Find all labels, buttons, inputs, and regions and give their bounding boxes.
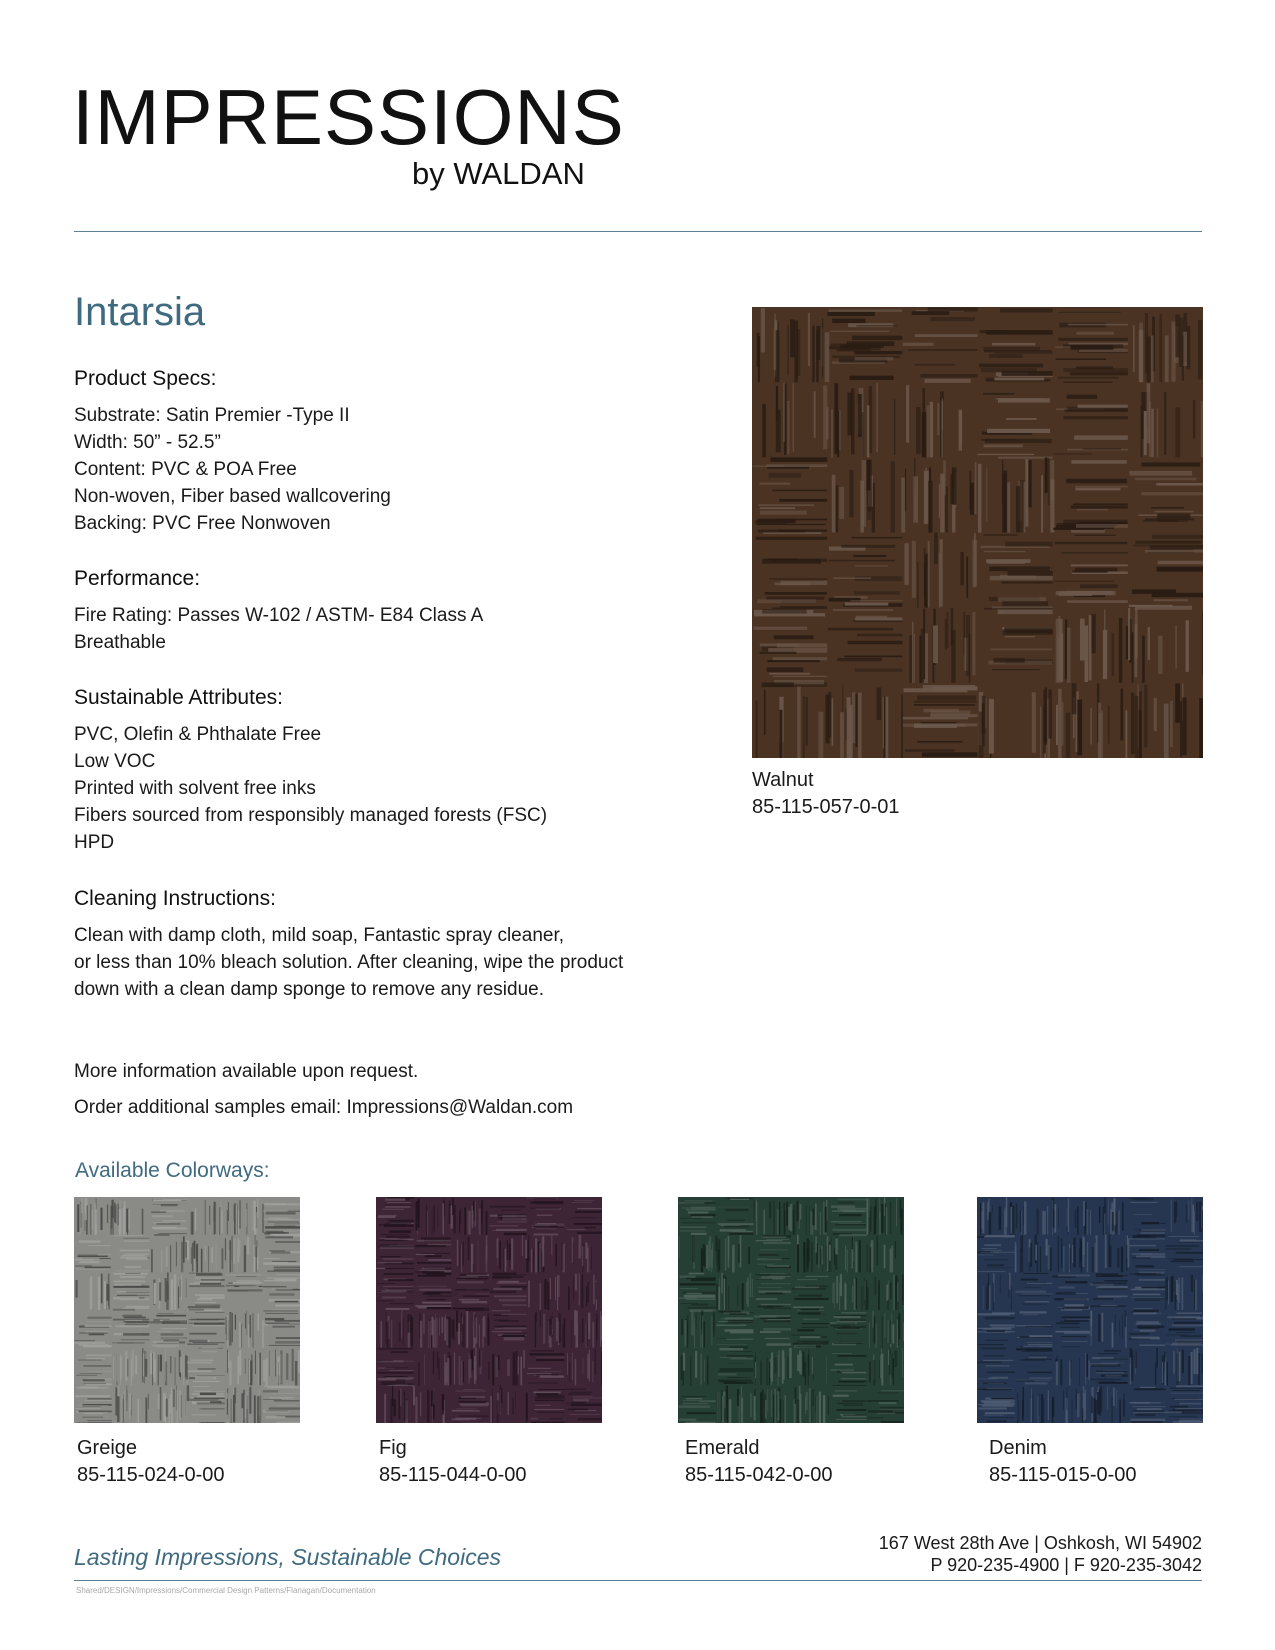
colorway-code: 85-115-042-0-00 [685,1464,833,1486]
section-heading-sustainable: Sustainable Attributes: [74,686,283,709]
section-heading-specs: Product Specs: [74,367,217,390]
cleaning-line: or less than 10% bleach solution. After cleaning, wipe the product [74,952,624,973]
colorway-swatch-emerald [678,1197,904,1423]
header-divider [74,231,1202,232]
brand-logo: IMPRESSIONS [72,73,625,161]
section-heading-cleaning: Cleaning Instructions: [74,887,276,910]
featured-swatch-name: Walnut [752,769,814,791]
footer-divider [74,1580,1202,1581]
sustainable-line: Printed with solvent free inks [74,778,316,799]
cleaning-line: down with a clean damp sponge to remove any residue. [74,979,544,1000]
footer-address-block [879,1532,1202,1576]
spec-line: Substrate: Satin Premier -Type II [74,405,350,426]
footer-file-path: Shared/DESIGN/Impressions/Commercial Design Patterns/Flanagan/Documentation [76,1586,376,1595]
section-heading-performance: Performance: [74,567,201,590]
product-title: Intarsia [74,290,206,334]
brand-logo-sub: by WALDAN [412,156,585,191]
section-performance-lines [74,602,483,656]
colorway-swatch-fig [376,1197,602,1423]
sustainable-line: Low VOC [74,751,156,772]
performance-line: Breathable [74,632,166,653]
colorway-code: 85-115-024-0-00 [77,1464,225,1486]
colorway-name: Fig [379,1437,407,1459]
section-sustainable-lines [74,721,547,856]
featured-swatch-image [752,307,1203,758]
section-specs-lines [74,402,391,537]
footer-address: 167 West 28th Ave | Oshkosh, WI 54902 [878,1533,1202,1553]
spec-line: Width: 50” - 52.5” [74,432,221,453]
performance-line: Fire Rating: Passes W-102 / ASTM- E84 Class A [74,605,484,626]
spec-line: Non-woven, Fiber based wallcovering [74,486,391,507]
footer-phone-fax: P 920-235-4900 | F 920-235-3042 [930,1555,1202,1575]
sustainable-line: PVC, Olefin & Phthalate Free [74,724,322,745]
spec-line: Backing: PVC Free Nonwoven [74,513,331,534]
colorway-name: Greige [77,1437,138,1459]
colorway-code: 85-115-015-0-00 [989,1464,1137,1486]
more-info-text: More information available upon request. [74,1061,419,1082]
section-cleaning-lines [74,922,623,1003]
colorway-name: Emerald [685,1437,760,1459]
cleaning-line: Clean with damp cloth, mild soap, Fantastic spray cleaner, [74,925,565,946]
sustainable-line: Fibers sourced from responsibly managed forests (FSC) [74,805,548,826]
footer-tagline: Lasting Impressions, Sustainable Choices [74,1544,502,1570]
featured-swatch-code: 85-115-057-0-01 [752,796,900,818]
sustainable-line: HPD [74,832,115,853]
order-samples-text: Order additional samples email: Impressions@Waldan.com [74,1097,574,1118]
colorways-label: Available Colorways: [75,1159,270,1182]
colorway-name: Denim [989,1437,1047,1459]
spec-line: Content: PVC & POA Free [74,459,297,480]
colorway-code: 85-115-044-0-00 [379,1464,527,1486]
colorway-swatch-denim [977,1197,1203,1423]
colorway-swatch-greige [74,1197,300,1423]
